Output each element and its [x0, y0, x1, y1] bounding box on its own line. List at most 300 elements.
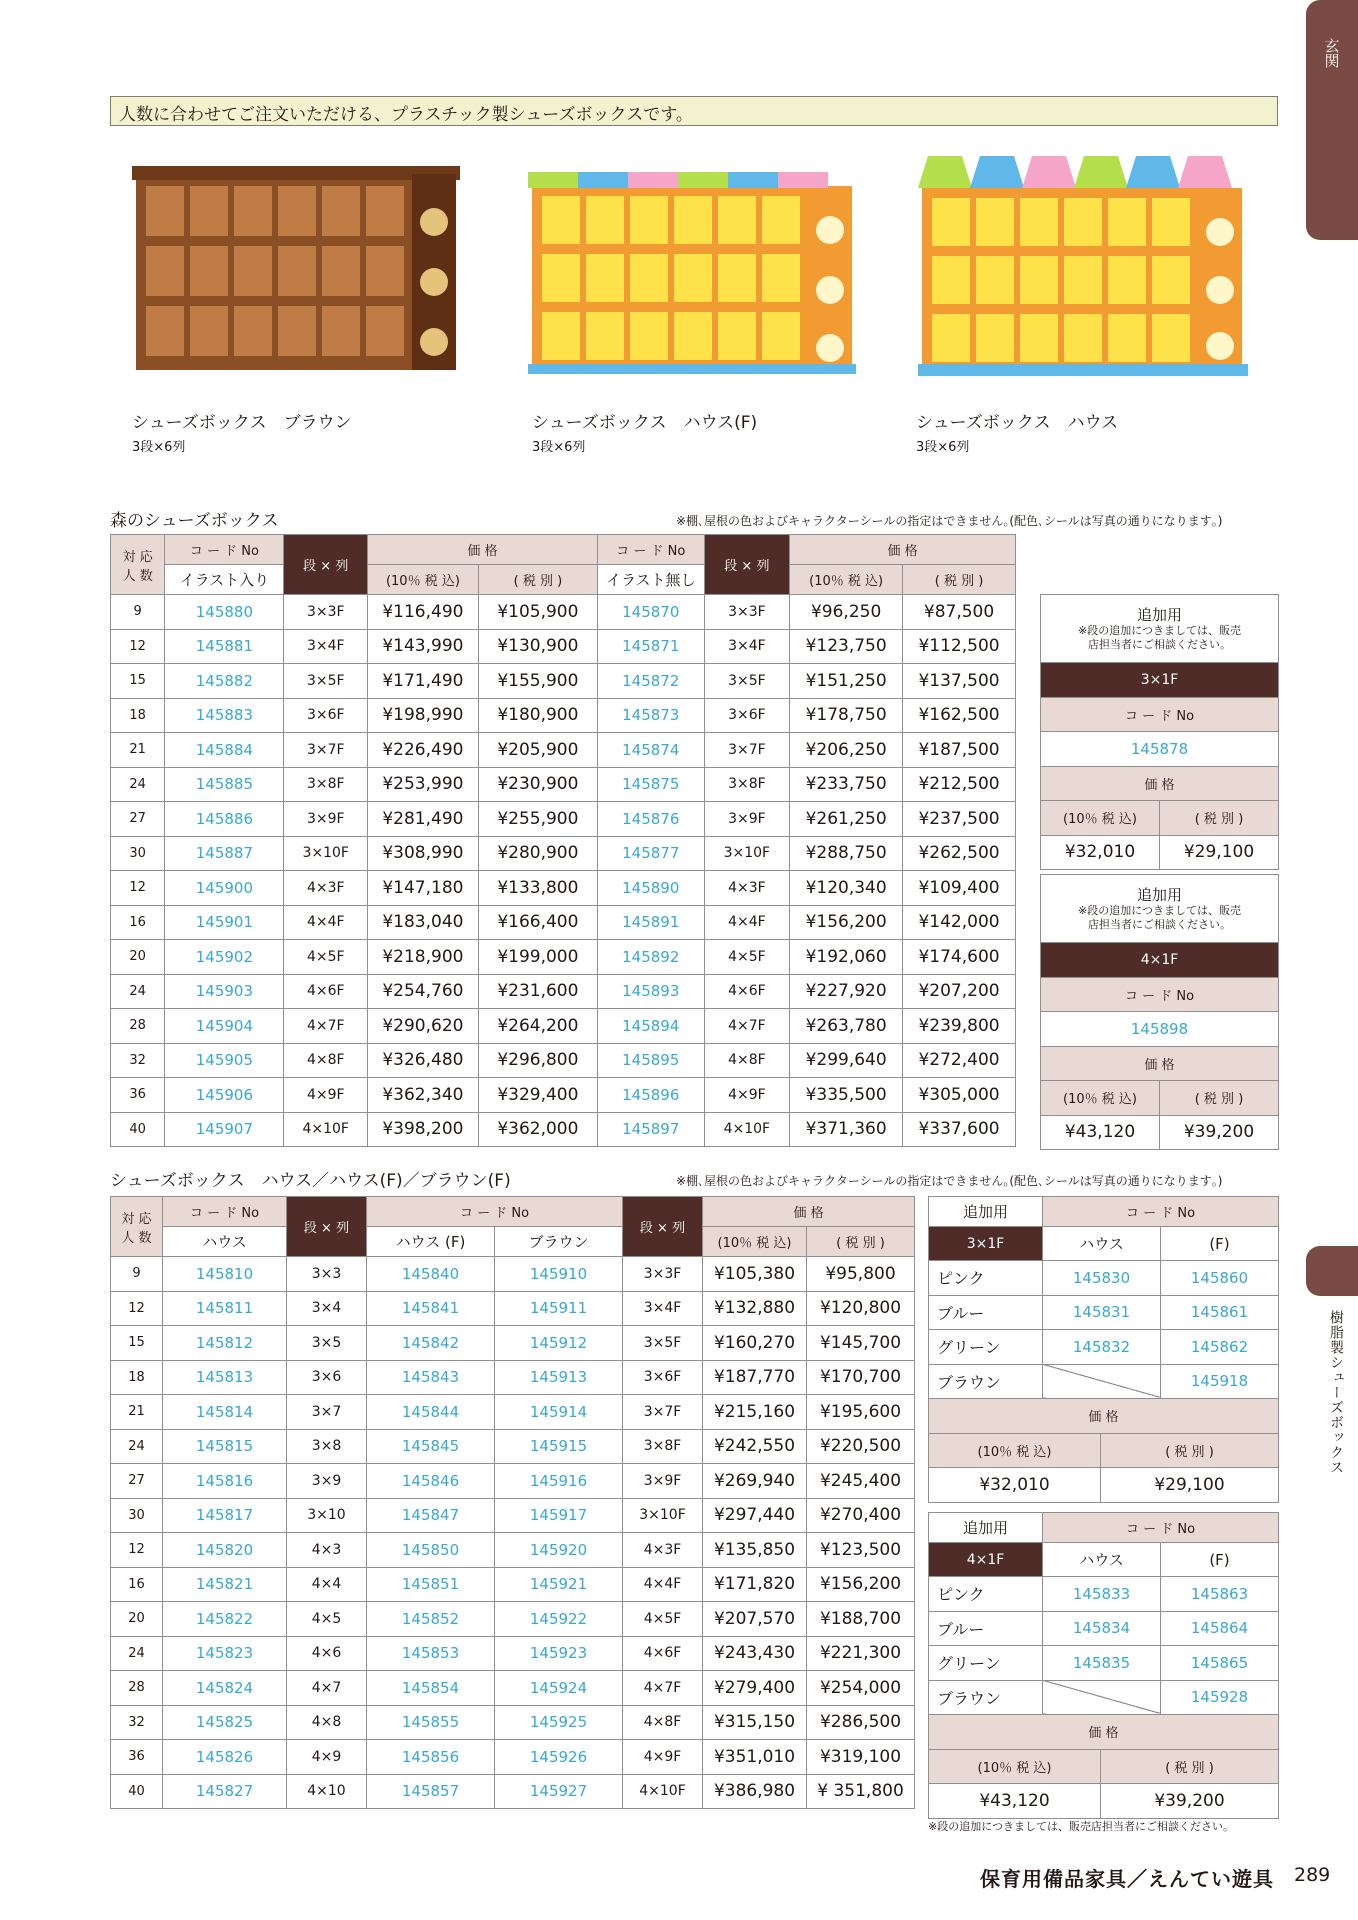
price-ex-cell: ¥220,500	[807, 1429, 915, 1464]
dan-cell: 3×8F	[284, 767, 368, 802]
code-cell: 145895	[597, 1043, 704, 1078]
table-row	[111, 1533, 915, 1568]
code-cell: 145892	[597, 940, 704, 975]
add-spec: 4×1F	[1041, 943, 1279, 978]
add-title: 追加用	[1136, 606, 1182, 625]
dan-cell: 3×7F	[623, 1395, 703, 1430]
dan-cell: 3×10F	[704, 836, 790, 871]
add-tax-in: ¥32,010	[1041, 835, 1160, 870]
code-cell: 145912	[495, 1326, 623, 1361]
price-in-cell: ¥132,880	[703, 1291, 807, 1326]
price-in-cell: ¥308,990	[368, 836, 479, 871]
price-ex-cell: ¥262,500	[903, 836, 1016, 871]
add-tax-in-header: (10％ 税 込)	[929, 1433, 1101, 1468]
product-photo-brown	[132, 160, 462, 376]
section2-table	[110, 1196, 915, 1809]
code-cell: 145900	[165, 871, 284, 906]
dan-cell: 4×8F	[704, 1043, 790, 1078]
price-ex-cell: ¥264,200	[478, 1009, 597, 1044]
code-cell: 145854	[367, 1671, 495, 1706]
code-cell: 145856	[367, 1740, 495, 1775]
price-in-cell: ¥120,340	[790, 871, 903, 906]
th-tax-ex-1: ( 税 別 )	[478, 565, 597, 595]
ninzu-cell: 12	[111, 629, 165, 664]
code-cell: 145872	[597, 664, 704, 699]
price-in-cell: ¥147,180	[368, 871, 479, 906]
code-cell: 145824	[163, 1671, 287, 1706]
ninzu-cell: 24	[111, 1636, 163, 1671]
price-in-cell: ¥233,750	[790, 767, 903, 802]
price-in-cell: ¥207,570	[703, 1602, 807, 1637]
ninzu-cell: 9	[111, 595, 165, 630]
th-tax-ex: ( 税 別 )	[807, 1227, 915, 1257]
code-cell: 145875	[597, 767, 704, 802]
add-code: 145860	[1161, 1261, 1279, 1296]
side-tab-label: 樹脂製シューズボックス	[1328, 1310, 1344, 1475]
price-in-cell: ¥171,490	[368, 664, 479, 699]
code-cell: 145882	[165, 664, 284, 699]
code-cell: 145901	[165, 905, 284, 940]
price-ex-cell: ¥87,500	[903, 595, 1016, 630]
price-in-cell: ¥183,040	[368, 905, 479, 940]
add-price-header: 価 格	[1041, 766, 1279, 801]
add-code: 145928	[1161, 1680, 1279, 1715]
table-row	[111, 1705, 915, 1740]
dan-cell: 3×4	[287, 1291, 367, 1326]
code-cell: 145890	[597, 871, 704, 906]
price-in-cell: ¥243,430	[703, 1636, 807, 1671]
price-in-cell: ¥178,750	[790, 698, 903, 733]
dan-cell: 4×10F	[623, 1774, 703, 1809]
table-row	[111, 664, 1016, 699]
code-cell: 145921	[495, 1567, 623, 1602]
side-tab-top: 玄関	[1306, 0, 1358, 240]
table-row	[111, 905, 1016, 940]
code-cell: 145873	[597, 698, 704, 733]
dan-cell: 4×4F	[623, 1567, 703, 1602]
dan-cell: 4×3F	[284, 871, 368, 906]
price-ex-cell: ¥109,400	[903, 871, 1016, 906]
add-code: 145878	[1041, 732, 1279, 767]
price-in-cell: ¥198,990	[368, 698, 479, 733]
th-dan-2: 段 × 列	[623, 1197, 703, 1257]
dan-cell: 4×7F	[284, 1009, 368, 1044]
code-cell: 145883	[165, 698, 284, 733]
price-in-cell: ¥215,160	[703, 1395, 807, 1430]
dan-cell: 3×9F	[704, 802, 790, 837]
add-code-header: コ ー ド No	[1041, 697, 1279, 732]
add-tax-in-header: (10％ 税 込)	[929, 1749, 1101, 1784]
code-cell: 145817	[163, 1498, 287, 1533]
dan-cell: 4×10F	[284, 1112, 368, 1147]
price-in-cell: ¥254,760	[368, 974, 479, 1009]
add-color-label: グリーン	[929, 1330, 1043, 1365]
add-tax-ex: ¥29,100	[1160, 835, 1279, 870]
dan-cell: 3×6	[287, 1360, 367, 1395]
price-ex-cell: ¥188,700	[807, 1602, 915, 1637]
table-row	[111, 802, 1016, 837]
th-price-1: 価 格	[368, 535, 598, 565]
price-ex-cell: ¥187,500	[903, 733, 1016, 768]
code-cell: 145885	[165, 767, 284, 802]
side-tab-bottom-marker	[1306, 1246, 1358, 1296]
code-cell: 145893	[597, 974, 704, 1009]
price-ex-cell: ¥231,600	[478, 974, 597, 1009]
price-ex-cell: ¥ 351,800	[807, 1774, 915, 1809]
add-tax-ex-header: ( 税 別 )	[1160, 801, 1279, 836]
price-ex-cell: ¥329,400	[478, 1078, 597, 1113]
dan-cell: 4×7	[287, 1671, 367, 1706]
code-cell: 145904	[165, 1009, 284, 1044]
price-in-cell: ¥96,250	[790, 595, 903, 630]
add-tax-ex-header: ( 税 別 )	[1101, 1749, 1279, 1784]
add-color-label: ブルー	[929, 1611, 1043, 1646]
price-ex-cell: ¥133,800	[478, 871, 597, 906]
ninzu-cell: 32	[111, 1043, 165, 1078]
code-cell: 145857	[367, 1774, 495, 1809]
code-cell: 145902	[165, 940, 284, 975]
section1-table	[110, 534, 1016, 1147]
table-row	[111, 871, 1016, 906]
price-in-cell: ¥351,010	[703, 1740, 807, 1775]
code-cell: 145913	[495, 1360, 623, 1395]
table-row	[111, 940, 1016, 975]
price-in-cell: ¥187,770	[703, 1360, 807, 1395]
table-row	[111, 1429, 915, 1464]
code-cell: 145827	[163, 1774, 287, 1809]
add-color-label: ブルー	[929, 1295, 1043, 1330]
ninzu-cell: 16	[111, 905, 165, 940]
price-ex-cell: ¥319,100	[807, 1740, 915, 1775]
table-row	[111, 733, 1016, 768]
ninzu-cell: 28	[111, 1009, 165, 1044]
code-cell: 145922	[495, 1602, 623, 1637]
product-name-house: シューズボックス ハウス	[916, 413, 1119, 433]
price-ex-cell: ¥166,400	[478, 905, 597, 940]
price-ex-cell: ¥199,000	[478, 940, 597, 975]
price-ex-cell: ¥237,500	[903, 802, 1016, 837]
price-in-cell: ¥279,400	[703, 1671, 807, 1706]
product-photo-house-f	[528, 168, 858, 378]
price-in-cell: ¥105,380	[703, 1257, 807, 1292]
code-cell: 145925	[495, 1705, 623, 1740]
th-no-illust: イラスト無し	[597, 565, 704, 595]
dan-cell: 4×8F	[623, 1705, 703, 1740]
page-number: 289	[1294, 1864, 1331, 1886]
code-cell: 145874	[597, 733, 704, 768]
dan-cell: 4×6	[287, 1636, 367, 1671]
dan-cell: 3×6F	[623, 1360, 703, 1395]
add-color-label: グリーン	[929, 1646, 1043, 1681]
dan-cell: 4×5F	[704, 940, 790, 975]
price-ex-cell: ¥280,900	[478, 836, 597, 871]
ninzu-cell: 21	[111, 733, 165, 768]
price-in-cell: ¥160,270	[703, 1326, 807, 1361]
dan-cell: 3×5F	[704, 664, 790, 699]
code-cell: 145927	[495, 1774, 623, 1809]
dan-cell: 3×9F	[284, 802, 368, 837]
price-in-cell: ¥386,980	[703, 1774, 807, 1809]
price-in-cell: ¥253,990	[368, 767, 479, 802]
code-cell: 145914	[495, 1395, 623, 1430]
add-note: 店担当者にご相談ください。	[1088, 917, 1231, 931]
dan-cell: 4×4F	[284, 905, 368, 940]
price-ex-cell: ¥120,800	[807, 1291, 915, 1326]
add-tax-in-header: (10％ 税 込)	[1041, 801, 1160, 836]
th-illust: イラスト入り	[165, 565, 284, 595]
table-row	[111, 1464, 915, 1499]
dan-cell: 4×9	[287, 1740, 367, 1775]
code-cell: 145923	[495, 1636, 623, 1671]
price-in-cell: ¥123,750	[790, 629, 903, 664]
add-code: 145831	[1043, 1295, 1161, 1330]
code-cell: 145826	[163, 1740, 287, 1775]
th-house-f: ハウス (F)	[367, 1227, 495, 1257]
dan-cell: 3×10F	[623, 1498, 703, 1533]
code-cell: 145821	[163, 1567, 287, 1602]
price-in-cell: ¥218,900	[368, 940, 479, 975]
price-ex-cell: ¥255,900	[478, 802, 597, 837]
add-code: 145832	[1043, 1330, 1161, 1365]
add-tax-ex-header: ( 税 別 )	[1101, 1433, 1279, 1468]
price-ex-cell: ¥162,500	[903, 698, 1016, 733]
price-in-cell: ¥192,060	[790, 940, 903, 975]
dan-cell: 3×3F	[704, 595, 790, 630]
th-dan-1: 段 × 列	[284, 535, 368, 595]
price-in-cell: ¥156,200	[790, 905, 903, 940]
add-spec: 3×1F	[1041, 663, 1279, 698]
ninzu-cell: 20	[111, 940, 165, 975]
price-ex-cell: ¥296,800	[478, 1043, 597, 1078]
code-cell: 145911	[495, 1291, 623, 1326]
ninzu-cell: 15	[111, 664, 165, 699]
dan-cell: 4×3F	[704, 871, 790, 906]
section1-add-3x1f	[1040, 594, 1279, 870]
th-tax-ex-2: ( 税 別 )	[903, 565, 1016, 595]
price-ex-cell: ¥174,600	[903, 940, 1016, 975]
dan-cell: 3×5	[287, 1326, 367, 1361]
section2-title: シューズボックス ハウス／ハウス(F)／ブラウン(F)	[110, 1171, 511, 1191]
table-row	[111, 1671, 915, 1706]
dan-cell: 3×3F	[623, 1257, 703, 1292]
add-tax-in: ¥43,120	[1041, 1115, 1160, 1150]
price-ex-cell: ¥123,500	[807, 1533, 915, 1568]
price-in-cell: ¥261,250	[790, 802, 903, 837]
ninzu-cell: 18	[111, 698, 165, 733]
product-name-house-f: シューズボックス ハウス(F)	[532, 413, 758, 433]
add-note: ※段の追加につきましては、販売	[1078, 904, 1241, 918]
code-cell: 145871	[597, 629, 704, 664]
footer-title: 保育用備品家具／えんてい遊具	[980, 1867, 1274, 1891]
price-ex-cell: ¥221,300	[807, 1636, 915, 1671]
price-in-cell: ¥226,490	[368, 733, 479, 768]
price-ex-cell: ¥230,900	[478, 767, 597, 802]
ninzu-cell: 16	[111, 1567, 163, 1602]
price-in-cell: ¥135,850	[703, 1533, 807, 1568]
add-code-header: コ ー ド No	[1043, 1513, 1279, 1543]
section1-add-4x1f	[1040, 874, 1279, 1150]
price-in-cell: ¥269,940	[703, 1464, 807, 1499]
price-in-cell: ¥143,990	[368, 629, 479, 664]
code-cell: 145891	[597, 905, 704, 940]
add-title: 追加用	[929, 1197, 1043, 1227]
price-ex-cell: ¥155,900	[478, 664, 597, 699]
table-row	[111, 1774, 915, 1809]
price-in-cell: ¥242,550	[703, 1429, 807, 1464]
add-col-f: (F)	[1161, 1543, 1279, 1577]
add-col-f: (F)	[1161, 1227, 1279, 1261]
price-ex-cell: ¥212,500	[903, 767, 1016, 802]
code-cell: 145813	[163, 1360, 287, 1395]
add-color-label: ピンク	[929, 1261, 1043, 1296]
code-cell: 145880	[165, 595, 284, 630]
add-tax-ex: ¥39,200	[1160, 1115, 1279, 1150]
price-ex-cell: ¥254,000	[807, 1671, 915, 1706]
product-spec-house-f: 3段×6列	[532, 440, 586, 455]
code-cell: 145876	[597, 802, 704, 837]
dan-cell: 3×10F	[284, 836, 368, 871]
code-cell: 145897	[597, 1112, 704, 1147]
code-cell: 145920	[495, 1533, 623, 1568]
table-row	[111, 1602, 915, 1637]
code-cell: 145905	[165, 1043, 284, 1078]
price-in-cell: ¥281,490	[368, 802, 479, 837]
ninzu-cell: 24	[111, 974, 165, 1009]
add-price-header: 価 格	[929, 1715, 1279, 1750]
intro-banner: 人数に合わせてご注文いただける、プラスチック製シューズボックスです。	[110, 96, 1278, 126]
code-cell: 145926	[495, 1740, 623, 1775]
add-tax-ex: ¥39,200	[1101, 1784, 1279, 1819]
dan-cell: 3×7	[287, 1395, 367, 1430]
price-in-cell: ¥116,490	[368, 595, 479, 630]
add-color-label: ブラウン	[929, 1680, 1043, 1715]
price-ex-cell: ¥156,200	[807, 1567, 915, 1602]
dan-cell: 4×3F	[623, 1533, 703, 1568]
dan-cell: 3×5F	[284, 664, 368, 699]
code-cell: 145812	[163, 1326, 287, 1361]
ninzu-cell: 40	[111, 1774, 163, 1809]
dan-cell: 4×8F	[284, 1043, 368, 1078]
table-row	[111, 1043, 1016, 1078]
table-row	[111, 595, 1016, 630]
dan-cell: 4×6F	[704, 974, 790, 1009]
dan-cell: 4×5	[287, 1602, 367, 1637]
table-row	[111, 1395, 915, 1430]
price-ex-cell: ¥272,400	[903, 1043, 1016, 1078]
table-row	[111, 1257, 915, 1292]
ninzu-cell: 24	[111, 767, 165, 802]
add-code: 145835	[1043, 1646, 1161, 1681]
code-cell: 145851	[367, 1567, 495, 1602]
add-code-header: コ ー ド No	[1043, 1197, 1279, 1227]
dan-cell: 4×3	[287, 1533, 367, 1568]
dan-cell: 3×5F	[623, 1326, 703, 1361]
add-code: 145862	[1161, 1330, 1279, 1365]
add-note: 店担当者にご相談ください。	[1088, 637, 1231, 651]
add-title: 追加用	[1136, 886, 1182, 905]
ninzu-cell: 12	[111, 871, 165, 906]
add-code-header: コ ー ド No	[1041, 977, 1279, 1012]
price-ex-cell: ¥95,800	[807, 1257, 915, 1292]
price-in-cell: ¥151,250	[790, 664, 903, 699]
code-cell: 145844	[367, 1395, 495, 1430]
code-cell: 145887	[165, 836, 284, 871]
table-row	[111, 1112, 1016, 1147]
table-row	[111, 1326, 915, 1361]
ninzu-cell: 30	[111, 1498, 163, 1533]
table-row	[111, 974, 1016, 1009]
dan-cell: 3×4F	[704, 629, 790, 664]
code-cell: 145816	[163, 1464, 287, 1499]
table-row	[111, 1360, 915, 1395]
code-cell: 145910	[495, 1257, 623, 1292]
dan-cell: 3×7F	[284, 733, 368, 768]
th-price: 価 格	[703, 1197, 915, 1227]
dan-cell: 4×6F	[284, 974, 368, 1009]
price-in-cell: ¥171,820	[703, 1567, 807, 1602]
dan-cell: 3×6F	[284, 698, 368, 733]
add-code: 145918	[1161, 1364, 1279, 1399]
code-cell: 145924	[495, 1671, 623, 1706]
ninzu-cell: 36	[111, 1078, 165, 1113]
add-code-na	[1043, 1364, 1161, 1399]
dan-cell: 3×4F	[284, 629, 368, 664]
price-in-cell: ¥335,500	[790, 1078, 903, 1113]
ninzu-cell: 20	[111, 1602, 163, 1637]
ninzu-cell: 12	[111, 1291, 163, 1326]
add-code: 145863	[1161, 1577, 1279, 1612]
code-cell: 145877	[597, 836, 704, 871]
price-ex-cell: ¥195,600	[807, 1395, 915, 1430]
table-row	[111, 767, 1016, 802]
code-cell: 145841	[367, 1291, 495, 1326]
price-in-cell: ¥371,360	[790, 1112, 903, 1147]
section2-add-3x1f	[928, 1196, 1279, 1503]
th-ninzu: 対 応 人 数	[111, 535, 165, 595]
code-cell: 145853	[367, 1636, 495, 1671]
price-ex-cell: ¥245,400	[807, 1464, 915, 1499]
table-row	[111, 1291, 915, 1326]
price-ex-cell: ¥137,500	[903, 664, 1016, 699]
dan-cell: 4×5F	[623, 1602, 703, 1637]
price-ex-cell: ¥239,800	[903, 1009, 1016, 1044]
add-tax-in-header: (10％ 税 込)	[1041, 1081, 1160, 1116]
price-ex-cell: ¥205,900	[478, 733, 597, 768]
product-spec-house: 3段×6列	[916, 440, 970, 455]
table-row	[111, 1567, 915, 1602]
dan-cell: 3×8F	[623, 1429, 703, 1464]
th-ninzu: 対 応 人 数	[111, 1197, 163, 1257]
add-color-label: ピンク	[929, 1577, 1043, 1612]
section2-note: ※棚､屋根の色およびキャラクターシールの指定はできません｡(配色､シールは写真の通りになります｡)	[676, 1174, 1223, 1188]
code-cell: 145823	[163, 1636, 287, 1671]
table-row	[111, 1498, 915, 1533]
add-code: 145865	[1161, 1646, 1279, 1681]
th-code-illust: コ ー ド No	[165, 535, 284, 565]
price-in-cell: ¥362,340	[368, 1078, 479, 1113]
ninzu-cell: 21	[111, 1395, 163, 1430]
code-cell: 145840	[367, 1257, 495, 1292]
ninzu-cell: 27	[111, 1464, 163, 1499]
dan-cell: 4×9F	[284, 1078, 368, 1113]
price-ex-cell: ¥305,000	[903, 1078, 1016, 1113]
code-cell: 145881	[165, 629, 284, 664]
add-col-house: ハウス	[1043, 1227, 1161, 1261]
dan-cell: 4×10F	[704, 1112, 790, 1147]
table-row	[111, 629, 1016, 664]
th-house: ハウス	[163, 1227, 287, 1257]
add-note: ※段の追加につきましては、販売	[1078, 624, 1241, 638]
